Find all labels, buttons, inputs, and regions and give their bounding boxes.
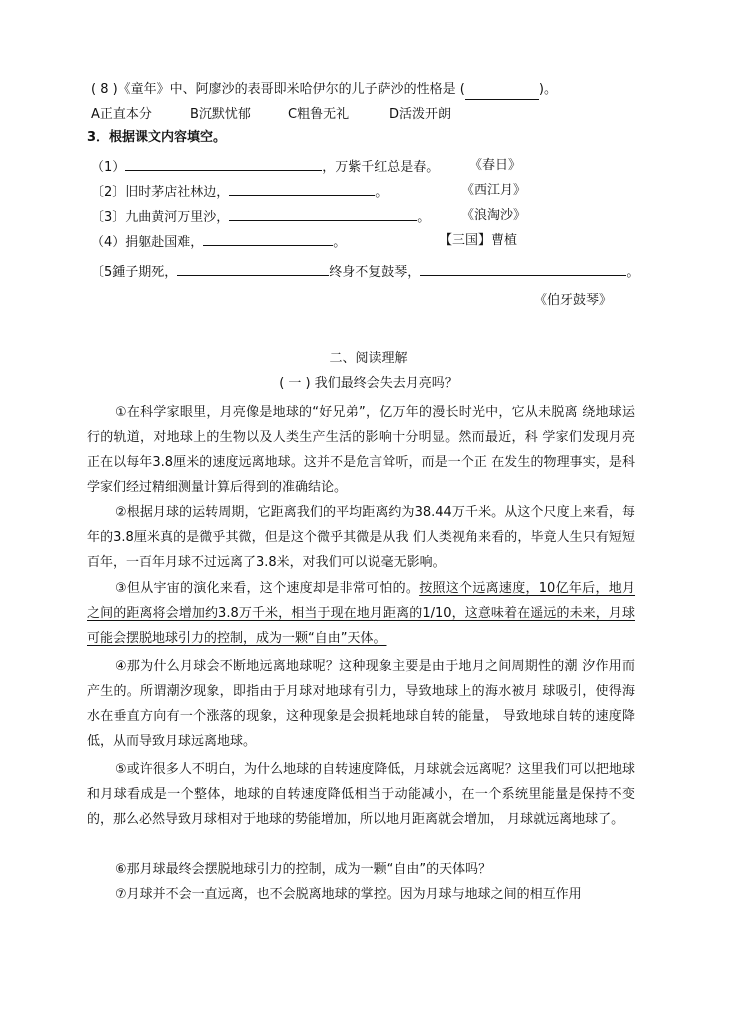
answer-blank[interactable] bbox=[229, 181, 375, 196]
answer-blank[interactable] bbox=[420, 261, 626, 276]
paragraph-3 bbox=[87, 576, 635, 651]
question-8-options bbox=[91, 105, 491, 125]
answer-blank[interactable] bbox=[177, 261, 329, 276]
item-text: 旧时茅店社林边， bbox=[125, 185, 230, 200]
paragraph-text: ⑤或许很多人不明白，为什么地球的自转速度降低，月球就会远离呢？这里我们可以把地球和月球看成是一个整体，地球的自转速度降低相当于动能减小，在一个系统里能量是保持不变的，那么必然导致月球相对于地球的势能增加，所以地月距离就会增加， 月球就远离地球了。 bbox=[87, 762, 635, 827]
item-number: 〔5 bbox=[91, 265, 113, 280]
question-3-heading: 3．根据课文内容填空。 bbox=[87, 130, 227, 145]
item-source: 《春日》 bbox=[469, 158, 522, 173]
item-source: 【三国】曹植 bbox=[439, 233, 518, 248]
item-text: 。 bbox=[417, 210, 431, 225]
item-text: 捐躯赴国难， bbox=[125, 235, 204, 250]
paragraph-text: ⑥那月球最终会摆脱地球引力的控制，成为一颗“自由”的天体吗？ bbox=[115, 862, 492, 877]
paragraph-1 bbox=[87, 400, 635, 495]
item-text: ，万紫千红总是春。 bbox=[322, 160, 440, 175]
paragraph-text: ①在科学家眼里，月亮像是地球的“好兄弟”，亿万年的漫长时光中，它从未脱离 绕地球运行的轨道，对地球上的生物以及人类生产生活的影响十分明显。然而最近，科 学家们发现月亮正在以每年3.8厘米的速度远离地球。这并不是危言耸听，而是一个正 在发生的物理事实，是科学家们经过精细测量计算后得到的准确结论。 bbox=[87, 405, 635, 495]
item-source: 《西江月》 bbox=[461, 183, 527, 198]
item-text: 。 bbox=[626, 265, 640, 280]
item-source: 《浪淘沙》 bbox=[461, 208, 527, 223]
paragraph-text: ②根据月球的运转周期，它距离我们的平均距离约为38.44万千米。从这个尺度上来看，每年的3.8厘米真的是微乎其微，但是这个微乎其微是从我 们人类视角来看的，毕竟人生只有短短百年，一百年月球不过远离了3.8米，对我们可以说毫无影响。 bbox=[87, 505, 635, 570]
fill-item-5 bbox=[91, 261, 639, 283]
option-a: A正直本分 bbox=[91, 107, 152, 122]
paragraph-text: ⑦月球并不会一直远离，也不会脱离地球的掌控。因为月球与地球之间的相互作用 bbox=[115, 887, 582, 902]
option-b: B沉默忧郁 bbox=[190, 107, 251, 122]
answer-blank[interactable] bbox=[203, 231, 333, 246]
item-source: 《伯牙鼓琴》 bbox=[534, 293, 613, 308]
fill-item-3 bbox=[91, 206, 571, 228]
item-text: 终身不复鼓琴， bbox=[329, 265, 421, 280]
paragraph-7 bbox=[87, 882, 635, 907]
section-title: 二、阅读理解 bbox=[329, 351, 408, 366]
question-8 bbox=[91, 80, 557, 100]
paragraph-2 bbox=[87, 500, 635, 575]
item-text: 。 bbox=[375, 185, 389, 200]
question-8-close: )。 bbox=[538, 82, 557, 97]
item-text: 。 bbox=[333, 235, 347, 250]
item-number: （1） bbox=[91, 160, 126, 175]
item-number: 〔3〕 bbox=[91, 210, 126, 225]
passage-title: ( 一 ) 我们最终会失去月亮吗？ bbox=[279, 376, 458, 391]
option-d: D活泼开朗 bbox=[389, 107, 452, 122]
item-text: 九曲黄河万里沙， bbox=[125, 210, 230, 225]
item-number: 〔2〕 bbox=[91, 185, 126, 200]
paragraph-text: ④那为什么月球会不断地远离地球呢？这种现象主要是由于地月之间周期性的潮 汐作用而产生的。所谓潮汐现象，即指由于月球对地球有引力，导致地球上的海水被月 球吸引，使得海水在垂直方向有一个涨落的现象，这种现象是会损耗地球自转的能量， 导致地球自转的速度降低，从而导致月球远离地球。 bbox=[87, 659, 635, 749]
option-c: C粗鲁无礼 bbox=[288, 107, 350, 122]
underlined-sentence: 按照这个远离速度，10亿年后，地月之间的距离将会增加约3.8万千米，相当于现在地月距离的1/10，这意味着在遥远的未来，月球可能会摆脱地球引力的控制，成为一颗“自由”天体。 bbox=[87, 581, 636, 646]
paragraph-text: ③但从宇宙的演化来看，这个速度却是非常可怕的。 bbox=[115, 581, 420, 596]
answer-blank[interactable] bbox=[125, 156, 322, 171]
item-text: 鍾子期死， bbox=[112, 265, 178, 280]
paragraph-4 bbox=[87, 654, 635, 754]
paragraph-5 bbox=[87, 757, 635, 857]
fill-item-2 bbox=[91, 181, 571, 203]
answer-blank[interactable] bbox=[229, 206, 417, 221]
item-number: （4） bbox=[91, 235, 126, 250]
answer-blank[interactable] bbox=[465, 85, 539, 100]
paragraph-6 bbox=[87, 857, 635, 882]
fill-item-1 bbox=[91, 156, 571, 178]
question-8-text: ( 8 )《童年》中、阿廖沙的表哥即米哈伊尔的儿子萨沙的性格是 ( bbox=[91, 82, 465, 97]
fill-item-4 bbox=[91, 231, 571, 253]
